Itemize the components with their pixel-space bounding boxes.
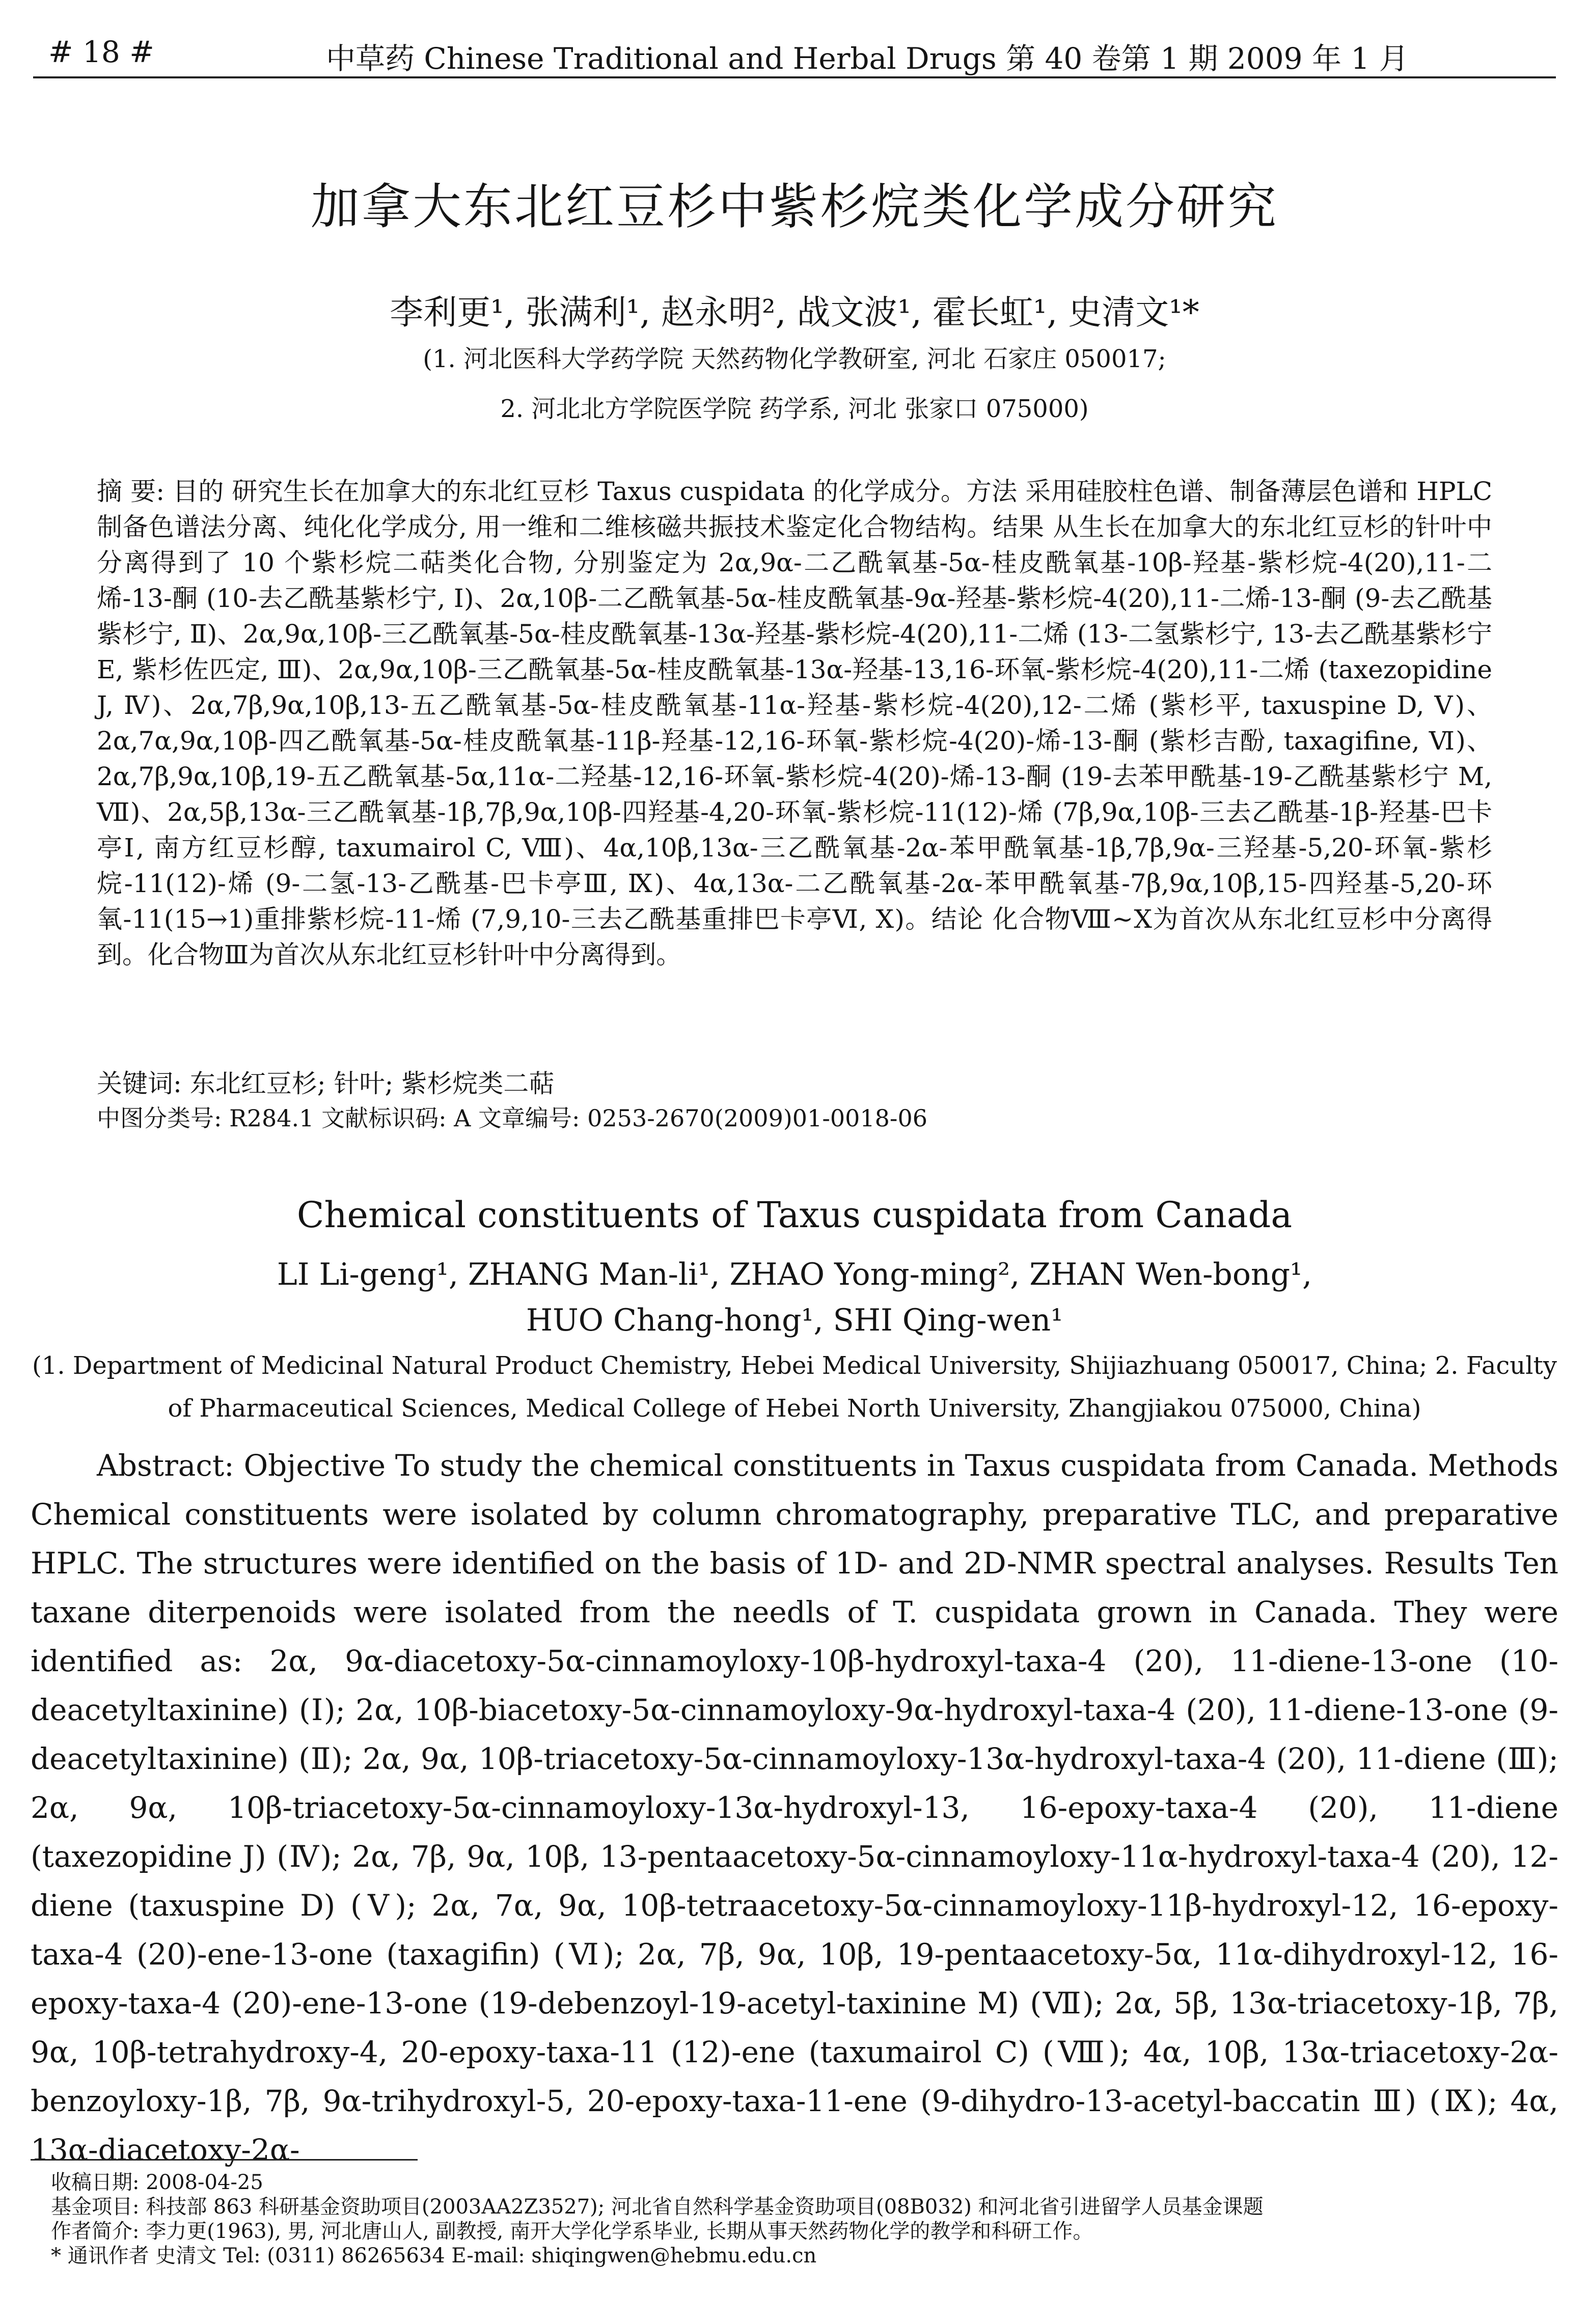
english-authors <box>0 1252 1589 1343</box>
page-number: # 18 # <box>48 35 154 69</box>
english-title: Chemical constituents of Taxus cuspidata from Canada <box>296 1194 1293 1236</box>
footnotes <box>51 2170 1548 2268</box>
header-rule <box>33 76 1556 78</box>
footnote-received: 收稿日期: 2008-04-25 <box>51 2171 263 2194</box>
chinese-keywords: 关键词: 东北红豆杉; 针叶; 紫杉烷类二萜 <box>97 1069 555 1098</box>
chinese-abstract: 摘 要: 目的 研究生长在加拿大的东北红豆杉 Taxus cuspidata 的化学成分。方法 采用硅胶柱色谱、制备薄层色谱和 HPLC 制备色谱法分离、纯化化学成分, 用一维和二维核磁共振技术鉴定化合物结构。结果 从生长在加拿大的东北红豆杉的针叶中分离得到了 10 个紫杉烷二萜类化合物, 分别鉴定为 2α,9α-二乙酰氧基-5α-桂皮酰氧基-10β-羟基-紫杉烷-4(20),11-二烯-13-酮 (10-去乙酰基紫杉宁, Ⅰ)、2α,10β-二乙酰氧基-5α-桂皮酰氧基-9α-羟基-紫杉烷-4(20),11-二烯-13-酮 (9-去乙酰基紫杉宁, Ⅱ)、2α,9α,10β-三乙酰氧基-5α-桂皮酰氧基-13α-羟基-紫杉烷-4(20),11-二烯 (13-二氢紫杉宁, 13-去乙酰基紫杉宁 E, 紫杉佐匹定, Ⅲ)、2α,9α,10β-三乙酰氧基-5α-桂皮酰氧基-13α-羟基-13,16-环氧-紫杉烷-4(20),11-二烯 (taxezopidine J, Ⅳ)、2α,7β,9α,10β,13-五乙酰氧基-5α-桂皮酰氧基-11α-羟基-紫杉烷-4(20),12-二烯 (紫杉平, taxuspine D, Ⅴ)、2α,7α,9α,10β-四乙酰氧基-5α-桂皮酰氧基-11β-羟基-12,16-环氧-紫杉烷-4(20)-烯-13-酮 (紫杉吉酚, taxagifine, Ⅵ)、2α,7β,9α,10β,19-五乙酰氧基-5α,11α-二羟基-12,16-环氧-紫杉烷-4(20)-烯-13-酮 (19-去苯甲酰基-19-乙酰基紫杉宁 M, Ⅶ)、2α,5β,13α-三乙酰氧基-1β,7β,9α,10β-四羟基-4,20-环氧-紫杉烷-11(12)-烯 (7β,9α,10β-三去乙酰基-1β-羟基-巴卡亭Ⅰ, 南方红豆杉醇, taxumairol C, Ⅷ)、4α,10β,13α-三乙酰氧基-2α-苯甲酰氧基-1β,7β,9α-三羟基-5,20-环氧-紫杉烷-11(12)-烯 (9-二氢-13-乙酰基-巴卡亭Ⅲ, Ⅸ)、4α,13α-二乙酰氧基-2α-苯甲酰氧基-7β,9α,10β,15-四羟基-5,20-环氧-11(15→1)重排紫杉烷-11-烯 (7,9,10-三去乙酰基重排巴卡亭Ⅵ, Ⅹ)。结论 化合物Ⅷ~Ⅹ为首次从东北红豆杉中分离得到。化合物Ⅲ为首次从东北红豆杉针叶中分离得到。 <box>97 477 1492 970</box>
english-abstract: Abstract: Objective To study the chemical constituents in Taxus cuspidata from Canada. Methods Chemical constituents were isolated by column chromatography, preparative TLC, and preparative HPLC. The structures were identified on the basis of 1D- and 2D-NMR spectral analyses. Results Ten taxane diterpenoids were isolated from the needls of T. cuspidata grown in Canada. They were identified as: 2α, 9α-diacetoxy-5α-cinnamoyloxy-10β-hydroxyl-taxa-4 (20), 11-diene-13-one (10-deacetyltaxinine) (Ⅰ); 2α, 10β-biacetoxy-5α-cinnamoyloxy-9α-hydroxyl-taxa-4 (20), 11-diene-13-one (9-deacetyltaxinine) (Ⅱ); 2α, 9α, 10β-triacetoxy-5α-cinnamoyloxy-13α-hydroxyl-taxa-4 (20), 11-diene (Ⅲ); 2α, 9α, 10β-triacetoxy-5α-cinnamoyloxy-13α-hydroxyl-13, 16-epoxy-taxa-4 (20), 11-diene (taxezopidine J) (Ⅳ); 2α, 7β, 9α, 10β, 13-pentaacetoxy-5α-cinnamoyloxy-11α-hydroxyl-taxa-4 (20), 12-diene (taxuspine D) (Ⅴ); 2α, 7α, 9α, 10β-tetraacetoxy-5α-cinnamoyloxy-11β-hydroxyl-12, 16-epoxy-taxa-4 (20)-ene-13-one (taxagifin) (Ⅵ); 2α, 7β, 9α, 10β, 19-pentaacetoxy-5α, 11α-dihydroxyl-12, 16-epoxy-taxa-4 (20)-ene-13-one (19-debenzoyl-19-acetyl-taxinine M) (Ⅶ); 2α, 5β, 13α-triacetoxy-1β, 7β, 9α, 10β-tetrahydroxy-4, 20-epoxy-taxa-11 (12)-ene (taxumairol C) (Ⅷ); 4α, 10β, 13α-triacetoxy-2α-benzoyloxy-1β, 7β, 9α-trihydroxyl-5, 20-epoxy-taxa-11-ene (9-dihydro-13-acetyl-baccatin Ⅲ) (Ⅸ); 4α, 13α-diacetoxy-2α- <box>31 1448 1558 2167</box>
classification-line: 中图分类号: R284.1 文献标识码: A 文章编号: 0253-2670(2009)01-0018-06 <box>97 1104 928 1132</box>
chinese-affiliation-2: 2. 河北北方学院医学院 药学系, 河北 张家口 075000) <box>500 395 1089 423</box>
english-affiliation: (1. Department of Medicinal Natural Product Chemistry, Hebei Medical University, Shijiazhuang 050017, China; 2. Faculty of Pharmaceutical Sciences, Medical College of Hebei North University, Zhangjiakou 075000, China) <box>32 1351 1557 1423</box>
footnote-author-bio: 作者简介: 李力更(1963), 男, 河北唐山人, 副教授, 南开大学化学系毕业, 长期从事天然药物化学的教学和科研工作。 <box>51 2220 1093 2243</box>
journal-citation: 中草药 Chinese Traditional and Herbal Drugs 第 40 卷第 1 期 2009 年 1 月 <box>326 41 1409 76</box>
chinese-affiliation-1: (1. 河北医科大学药学院 天然药物化学教研室, 河北 石家庄 050017; <box>423 345 1166 373</box>
english-authors-line-1: LI Li-geng¹, ZHANG Man-li¹, ZHAO Yong-ming², ZHAN Wen-bong¹, <box>277 1257 1312 1292</box>
english-authors-line-2: HUO Chang-hong¹, SHI Qing-wen¹ <box>526 1303 1063 1338</box>
footnote-funding: 基金项目: 科技部 863 科研基金资助项目(2003AA2Z3527); 河北省自然科学基金资助项目(08B032) 和河北省引进留学人员基金课题 <box>51 2195 1264 2219</box>
footnote-rule <box>31 2159 418 2161</box>
footnote-corresponding: * 通讯作者 史清文 Tel: (0311) 86265634 E-mail: shiqingwen@hebmu.edu.cn <box>51 2244 817 2267</box>
chinese-affiliations <box>0 334 1589 434</box>
chinese-authors: 李利更¹, 张满利¹, 赵永明², 战文波¹, 霍长虹¹, 史清文¹* <box>390 293 1199 332</box>
running-header <box>48 31 1541 76</box>
chinese-title: 加拿大东北红豆杉中紫杉烷类化学成分研究 <box>311 178 1278 235</box>
